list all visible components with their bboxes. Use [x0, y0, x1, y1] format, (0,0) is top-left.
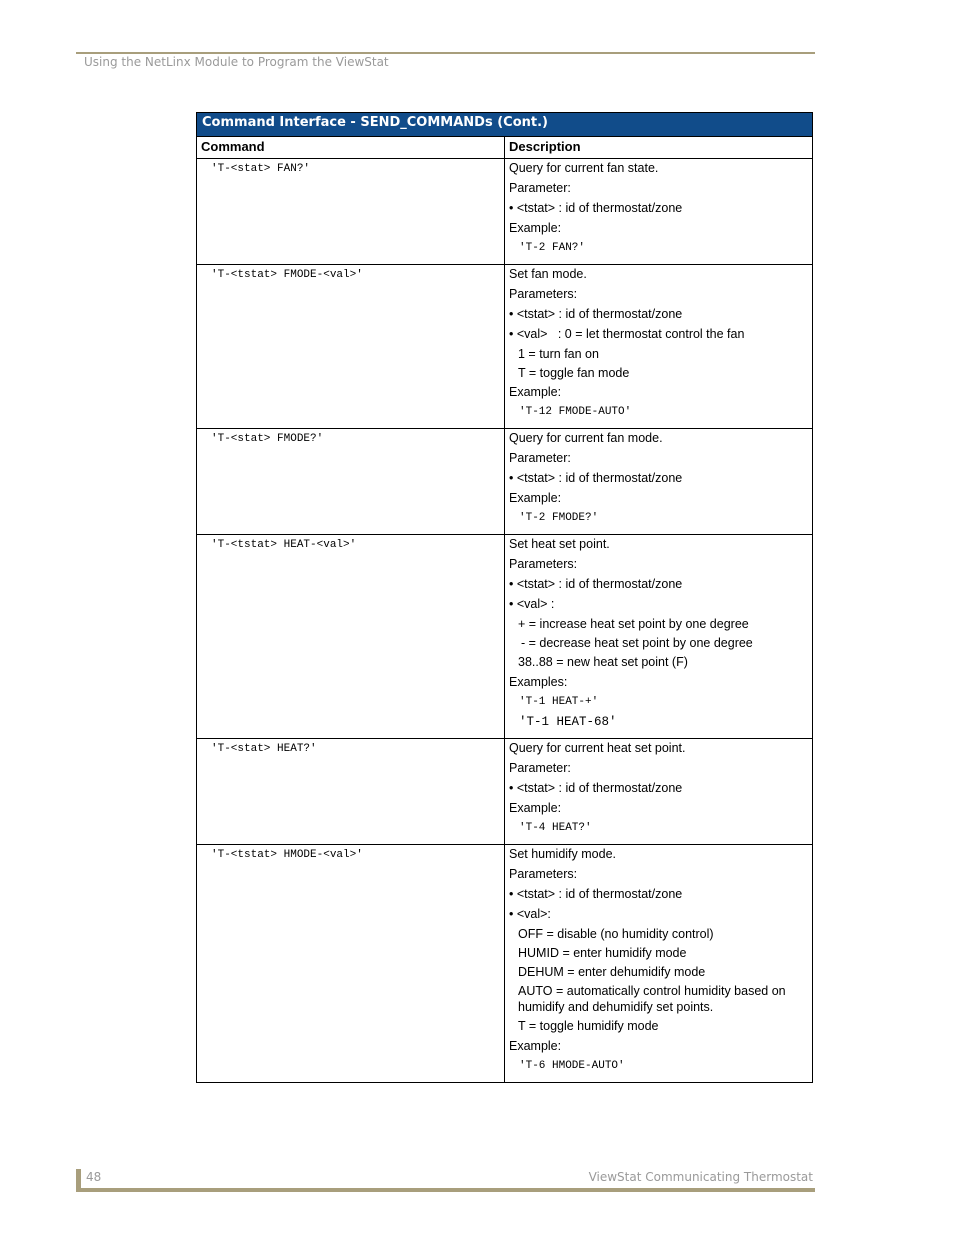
- column-header-description: Description: [505, 137, 813, 159]
- command-text: 'T-<tstat> HMODE-<val>': [211, 849, 363, 861]
- table-row: [197, 429, 813, 535]
- example-code: 'T-2 FAN?': [519, 242, 586, 254]
- description-line: Set fan mode.: [509, 267, 587, 281]
- description-line: Set humidify mode.: [509, 847, 616, 861]
- description-line: • <tstat> : id of thermostat/zone: [509, 201, 683, 215]
- command-cell: [197, 535, 505, 739]
- description-line: Parameter:: [509, 181, 571, 195]
- description-line: Example:: [509, 491, 562, 505]
- command-cell: [197, 845, 505, 1083]
- description-line: Set heat set point.: [509, 537, 610, 551]
- description-line: Example:: [509, 801, 562, 815]
- example-code: 'T-1 HEAT-+': [519, 696, 599, 708]
- description-line: OFF = disable (no humidity control): [518, 927, 714, 941]
- command-cell: [197, 429, 505, 535]
- command-cell: [197, 739, 505, 845]
- table-title: Command Interface - SEND_COMMANDs (Cont.): [197, 113, 813, 137]
- description-line: T = toggle humidify mode: [518, 1019, 659, 1033]
- table-header-row: [197, 137, 813, 159]
- page-number: 48: [86, 1170, 102, 1184]
- command-text: 'T-<stat> FAN?': [211, 163, 311, 175]
- description-line: T = toggle fan mode: [518, 366, 630, 380]
- example-code: 'T-1 HEAT-68': [519, 715, 617, 729]
- command-table: [196, 112, 813, 1083]
- description-line: + = increase heat set point by one degree: [518, 617, 749, 631]
- description-cell: [505, 159, 813, 265]
- description-line: Query for current fan state.: [509, 161, 659, 175]
- table-row: [197, 159, 813, 265]
- header-rule: [76, 52, 815, 54]
- description-cell: [505, 535, 813, 739]
- description-line: Query for current fan mode.: [509, 431, 663, 445]
- description-line: HUMID = enter humidify mode: [518, 946, 687, 960]
- description-cell: [505, 429, 813, 535]
- command-text: 'T-<tstat> FMODE-<val>': [211, 269, 363, 281]
- description-line: Parameters:: [509, 287, 578, 301]
- example-code: 'T-6 HMODE-AUTO': [519, 1060, 625, 1072]
- table-title-row: [197, 113, 813, 137]
- document-title: ViewStat Communicating Thermostat: [588, 1170, 813, 1184]
- table-row: [197, 739, 813, 845]
- description-line: • <tstat> : id of thermostat/zone: [509, 577, 683, 591]
- description-line: - = decrease heat set point by one degree: [521, 636, 753, 650]
- description-line: • <tstat> : id of thermostat/zone: [509, 471, 683, 485]
- example-code: 'T-2 FMODE?': [519, 512, 599, 524]
- description-line: 1 = turn fan on: [518, 347, 599, 361]
- description-line: • <val>:: [509, 907, 551, 921]
- example-code: 'T-4 HEAT?': [519, 822, 592, 834]
- description-cell: [505, 739, 813, 845]
- description-cell: [505, 845, 813, 1083]
- description-line: Example:: [509, 385, 562, 399]
- description-line: AUTO = automatically control humidity based on humidify and dehumidify set points.: [518, 984, 786, 1014]
- example-code: 'T-12 FMODE-AUTO': [519, 406, 632, 418]
- description-line: Example:: [509, 1039, 562, 1053]
- column-header-command: Command: [197, 137, 505, 159]
- description-line: • <val> : 0 = let thermostat control the fan: [509, 327, 745, 341]
- table-row: [197, 845, 813, 1083]
- command-cell: [197, 159, 505, 265]
- command-text: 'T-<stat> HEAT?': [211, 743, 317, 755]
- description-line: Examples:: [509, 675, 568, 689]
- description-cell: [505, 265, 813, 429]
- description-line: Example:: [509, 221, 562, 235]
- command-cell: [197, 265, 505, 429]
- description-line: Parameter:: [509, 451, 571, 465]
- description-line: • <tstat> : id of thermostat/zone: [509, 307, 683, 321]
- description-line: DEHUM = enter dehumidify mode: [518, 965, 706, 979]
- description-line: Query for current heat set point.: [509, 741, 686, 755]
- command-text: 'T-<tstat> HEAT-<val>': [211, 539, 357, 551]
- description-line: • <tstat> : id of thermostat/zone: [509, 887, 683, 901]
- command-text: 'T-<stat> FMODE?': [211, 433, 324, 445]
- description-line: • <val> :: [509, 597, 555, 611]
- table-row: [197, 535, 813, 739]
- description-line: Parameters:: [509, 557, 578, 571]
- description-line: Parameter:: [509, 761, 571, 775]
- description-line: 38..88 = new heat set point (F): [518, 655, 688, 669]
- description-line: • <tstat> : id of thermostat/zone: [509, 781, 683, 795]
- description-line: Parameters:: [509, 867, 578, 881]
- footer-rule: [76, 1188, 815, 1192]
- running-header: Using the NetLinx Module to Program the ViewStat: [84, 55, 389, 69]
- table-row: [197, 265, 813, 429]
